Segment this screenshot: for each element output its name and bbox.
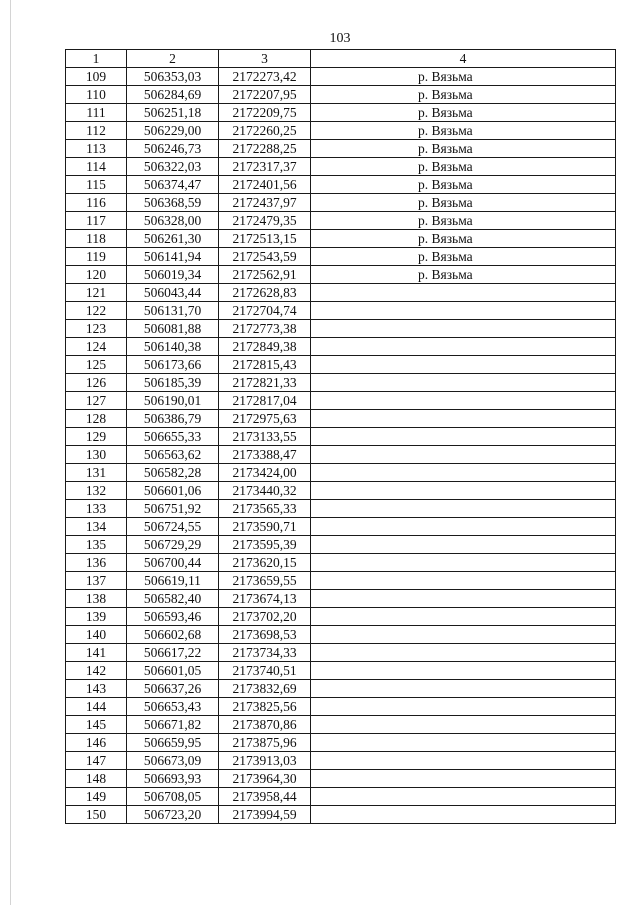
cell-point-number: 139: [66, 608, 127, 626]
header-y-coordinate: 3: [219, 50, 311, 68]
cell-description: [311, 536, 616, 554]
table-row: [66, 464, 616, 482]
table-row: [66, 266, 616, 284]
cell-y-coordinate: 2173620,15: [219, 554, 311, 572]
cell-x-coordinate: 506617,22: [127, 644, 219, 662]
cell-description: [311, 320, 616, 338]
cell-description: р. Вязьма: [311, 212, 616, 230]
cell-point-number: 142: [66, 662, 127, 680]
cell-y-coordinate: 2173994,59: [219, 806, 311, 824]
cell-x-coordinate: 506374,47: [127, 176, 219, 194]
table-row: [66, 374, 616, 392]
cell-description: [311, 284, 616, 302]
cell-description: [311, 500, 616, 518]
cell-point-number: 144: [66, 698, 127, 716]
table-row: [66, 428, 616, 446]
cell-x-coordinate: 506386,79: [127, 410, 219, 428]
cell-description: [311, 806, 616, 824]
cell-x-coordinate: 506328,00: [127, 212, 219, 230]
cell-x-coordinate: 506322,03: [127, 158, 219, 176]
cell-description: р. Вязьма: [311, 176, 616, 194]
cell-y-coordinate: 2172401,56: [219, 176, 311, 194]
cell-y-coordinate: 2172821,33: [219, 374, 311, 392]
cell-y-coordinate: 2173674,13: [219, 590, 311, 608]
cell-description: [311, 644, 616, 662]
table-row: [66, 158, 616, 176]
cell-description: [311, 338, 616, 356]
cell-y-coordinate: 2172273,42: [219, 68, 311, 86]
table-row: [66, 356, 616, 374]
cell-x-coordinate: 506353,03: [127, 68, 219, 86]
table-row: [66, 770, 616, 788]
cell-x-coordinate: 506729,29: [127, 536, 219, 554]
cell-point-number: 147: [66, 752, 127, 770]
cell-x-coordinate: 506619,11: [127, 572, 219, 590]
table-row: [66, 536, 616, 554]
cell-x-coordinate: 506173,66: [127, 356, 219, 374]
cell-description: р. Вязьма: [311, 230, 616, 248]
cell-description: [311, 734, 616, 752]
scan-edge-line: [10, 0, 11, 905]
table-row: [66, 392, 616, 410]
cell-y-coordinate: 2172543,59: [219, 248, 311, 266]
cell-y-coordinate: 2172975,63: [219, 410, 311, 428]
table-row: [66, 698, 616, 716]
cell-y-coordinate: 2173825,56: [219, 698, 311, 716]
cell-point-number: 128: [66, 410, 127, 428]
table-row: [66, 644, 616, 662]
cell-description: [311, 698, 616, 716]
cell-x-coordinate: 506593,46: [127, 608, 219, 626]
cell-description: р. Вязьма: [311, 248, 616, 266]
table-row: [66, 518, 616, 536]
cell-point-number: 125: [66, 356, 127, 374]
cell-x-coordinate: 506601,05: [127, 662, 219, 680]
table-row: [66, 482, 616, 500]
cell-x-coordinate: 506251,18: [127, 104, 219, 122]
cell-description: р. Вязьма: [311, 104, 616, 122]
cell-x-coordinate: 506693,93: [127, 770, 219, 788]
cell-description: [311, 716, 616, 734]
table-row: [66, 590, 616, 608]
cell-x-coordinate: 506724,55: [127, 518, 219, 536]
cell-point-number: 135: [66, 536, 127, 554]
cell-description: [311, 464, 616, 482]
cell-y-coordinate: 2173565,33: [219, 500, 311, 518]
cell-y-coordinate: 2173440,32: [219, 482, 311, 500]
cell-description: [311, 626, 616, 644]
cell-y-coordinate: 2172260,25: [219, 122, 311, 140]
cell-y-coordinate: 2173702,20: [219, 608, 311, 626]
table-row: [66, 446, 616, 464]
table-row: [66, 320, 616, 338]
cell-description: [311, 608, 616, 626]
cell-x-coordinate: 506141,94: [127, 248, 219, 266]
table-row: [66, 500, 616, 518]
cell-x-coordinate: 506602,68: [127, 626, 219, 644]
cell-y-coordinate: 2172817,04: [219, 392, 311, 410]
table-row: [66, 176, 616, 194]
cell-point-number: 132: [66, 482, 127, 500]
cell-x-coordinate: 506582,40: [127, 590, 219, 608]
cell-description: [311, 752, 616, 770]
cell-y-coordinate: 2172513,15: [219, 230, 311, 248]
cell-point-number: 112: [66, 122, 127, 140]
cell-point-number: 122: [66, 302, 127, 320]
cell-y-coordinate: 2172209,75: [219, 104, 311, 122]
cell-description: [311, 554, 616, 572]
cell-x-coordinate: 506368,59: [127, 194, 219, 212]
cell-x-coordinate: 506673,09: [127, 752, 219, 770]
cell-point-number: 138: [66, 590, 127, 608]
cell-description: [311, 572, 616, 590]
cell-point-number: 114: [66, 158, 127, 176]
cell-description: [311, 374, 616, 392]
cell-x-coordinate: 506261,30: [127, 230, 219, 248]
cell-point-number: 133: [66, 500, 127, 518]
cell-y-coordinate: 2173424,00: [219, 464, 311, 482]
cell-y-coordinate: 2173595,39: [219, 536, 311, 554]
cell-x-coordinate: 506043,44: [127, 284, 219, 302]
cell-y-coordinate: 2173913,03: [219, 752, 311, 770]
cell-x-coordinate: 506708,05: [127, 788, 219, 806]
table-row: [66, 86, 616, 104]
cell-x-coordinate: 506659,95: [127, 734, 219, 752]
table-row: [66, 662, 616, 680]
cell-y-coordinate: 2172628,83: [219, 284, 311, 302]
cell-point-number: 148: [66, 770, 127, 788]
cell-point-number: 118: [66, 230, 127, 248]
table-row: [66, 338, 616, 356]
cell-point-number: 131: [66, 464, 127, 482]
cell-point-number: 113: [66, 140, 127, 158]
table-row: [66, 122, 616, 140]
table-row: [66, 248, 616, 266]
table-row: [66, 140, 616, 158]
cell-y-coordinate: 2173734,33: [219, 644, 311, 662]
cell-y-coordinate: 2172704,74: [219, 302, 311, 320]
cell-point-number: 136: [66, 554, 127, 572]
table-row: [66, 104, 616, 122]
cell-description: [311, 482, 616, 500]
cell-x-coordinate: 506019,34: [127, 266, 219, 284]
cell-description: [311, 590, 616, 608]
table-row: [66, 788, 616, 806]
cell-point-number: 115: [66, 176, 127, 194]
table-row: [66, 302, 616, 320]
table-row: [66, 734, 616, 752]
cell-x-coordinate: 506140,38: [127, 338, 219, 356]
table-row: [66, 680, 616, 698]
cell-y-coordinate: 2172815,43: [219, 356, 311, 374]
cell-description: [311, 680, 616, 698]
cell-description: [311, 392, 616, 410]
cell-x-coordinate: 506653,43: [127, 698, 219, 716]
cell-description: р. Вязьма: [311, 86, 616, 104]
cell-description: [311, 356, 616, 374]
cell-description: [311, 788, 616, 806]
cell-description: р. Вязьма: [311, 140, 616, 158]
cell-point-number: 126: [66, 374, 127, 392]
header-point-number: 1: [66, 50, 127, 68]
page-number: 103: [329, 31, 351, 46]
cell-y-coordinate: 2172849,38: [219, 338, 311, 356]
cell-point-number: 117: [66, 212, 127, 230]
cell-point-number: 120: [66, 266, 127, 284]
cell-y-coordinate: 2173388,47: [219, 446, 311, 464]
cell-x-coordinate: 506723,20: [127, 806, 219, 824]
cell-x-coordinate: 506655,33: [127, 428, 219, 446]
cell-description: р. Вязьма: [311, 266, 616, 284]
cell-y-coordinate: 2173832,69: [219, 680, 311, 698]
coordinates-table: [65, 49, 616, 824]
header-description: 4: [311, 50, 616, 68]
table-row: [66, 212, 616, 230]
cell-description: [311, 518, 616, 536]
cell-x-coordinate: 506081,88: [127, 320, 219, 338]
cell-x-coordinate: 506582,28: [127, 464, 219, 482]
header-x-coordinate: 2: [127, 50, 219, 68]
cell-y-coordinate: 2173958,44: [219, 788, 311, 806]
cell-point-number: 146: [66, 734, 127, 752]
cell-y-coordinate: 2172562,91: [219, 266, 311, 284]
cell-point-number: 141: [66, 644, 127, 662]
cell-point-number: 134: [66, 518, 127, 536]
table-row: [66, 716, 616, 734]
cell-y-coordinate: 2172479,35: [219, 212, 311, 230]
cell-x-coordinate: 506700,44: [127, 554, 219, 572]
table-row: [66, 572, 616, 590]
cell-y-coordinate: 2172288,25: [219, 140, 311, 158]
cell-x-coordinate: 506185,39: [127, 374, 219, 392]
table-row: [66, 284, 616, 302]
cell-point-number: 140: [66, 626, 127, 644]
cell-point-number: 143: [66, 680, 127, 698]
cell-x-coordinate: 506246,73: [127, 140, 219, 158]
cell-y-coordinate: 2173659,55: [219, 572, 311, 590]
cell-point-number: 119: [66, 248, 127, 266]
cell-point-number: 129: [66, 428, 127, 446]
cell-x-coordinate: 506601,06: [127, 482, 219, 500]
cell-point-number: 150: [66, 806, 127, 824]
header-row: [66, 50, 616, 68]
cell-description: [311, 428, 616, 446]
table-row: [66, 752, 616, 770]
cell-y-coordinate: 2173964,30: [219, 770, 311, 788]
cell-y-coordinate: 2173875,96: [219, 734, 311, 752]
cell-x-coordinate: 506284,69: [127, 86, 219, 104]
cell-y-coordinate: 2173870,86: [219, 716, 311, 734]
cell-y-coordinate: 2172437,97: [219, 194, 311, 212]
cell-description: р. Вязьма: [311, 122, 616, 140]
cell-point-number: 124: [66, 338, 127, 356]
cell-description: [311, 410, 616, 428]
cell-description: [311, 770, 616, 788]
table-row: [66, 194, 616, 212]
table-row: [66, 608, 616, 626]
cell-description: р. Вязьма: [311, 158, 616, 176]
cell-y-coordinate: 2172773,38: [219, 320, 311, 338]
cell-point-number: 121: [66, 284, 127, 302]
cell-x-coordinate: 506563,62: [127, 446, 219, 464]
cell-x-coordinate: 506671,82: [127, 716, 219, 734]
table-body: [66, 68, 616, 824]
table-row: [66, 410, 616, 428]
cell-y-coordinate: 2172317,37: [219, 158, 311, 176]
cell-x-coordinate: 506229,00: [127, 122, 219, 140]
cell-point-number: 137: [66, 572, 127, 590]
table-row: [66, 806, 616, 824]
table-header: [66, 50, 616, 68]
cell-description: р. Вязьма: [311, 68, 616, 86]
cell-y-coordinate: 2173133,55: [219, 428, 311, 446]
cell-point-number: 149: [66, 788, 127, 806]
table-row: [66, 68, 616, 86]
cell-point-number: 110: [66, 86, 127, 104]
cell-description: [311, 446, 616, 464]
cell-point-number: 111: [66, 104, 127, 122]
cell-point-number: 145: [66, 716, 127, 734]
cell-x-coordinate: 506751,92: [127, 500, 219, 518]
cell-description: [311, 302, 616, 320]
cell-x-coordinate: 506637,26: [127, 680, 219, 698]
cell-point-number: 130: [66, 446, 127, 464]
cell-y-coordinate: 2173698,53: [219, 626, 311, 644]
cell-description: р. Вязьма: [311, 194, 616, 212]
table-row: [66, 626, 616, 644]
cell-y-coordinate: 2173740,51: [219, 662, 311, 680]
cell-x-coordinate: 506131,70: [127, 302, 219, 320]
cell-description: [311, 662, 616, 680]
table-row: [66, 554, 616, 572]
cell-point-number: 109: [66, 68, 127, 86]
cell-point-number: 123: [66, 320, 127, 338]
cell-x-coordinate: 506190,01: [127, 392, 219, 410]
cell-y-coordinate: 2173590,71: [219, 518, 311, 536]
table-row: [66, 230, 616, 248]
cell-point-number: 116: [66, 194, 127, 212]
cell-point-number: 127: [66, 392, 127, 410]
cell-y-coordinate: 2172207,95: [219, 86, 311, 104]
